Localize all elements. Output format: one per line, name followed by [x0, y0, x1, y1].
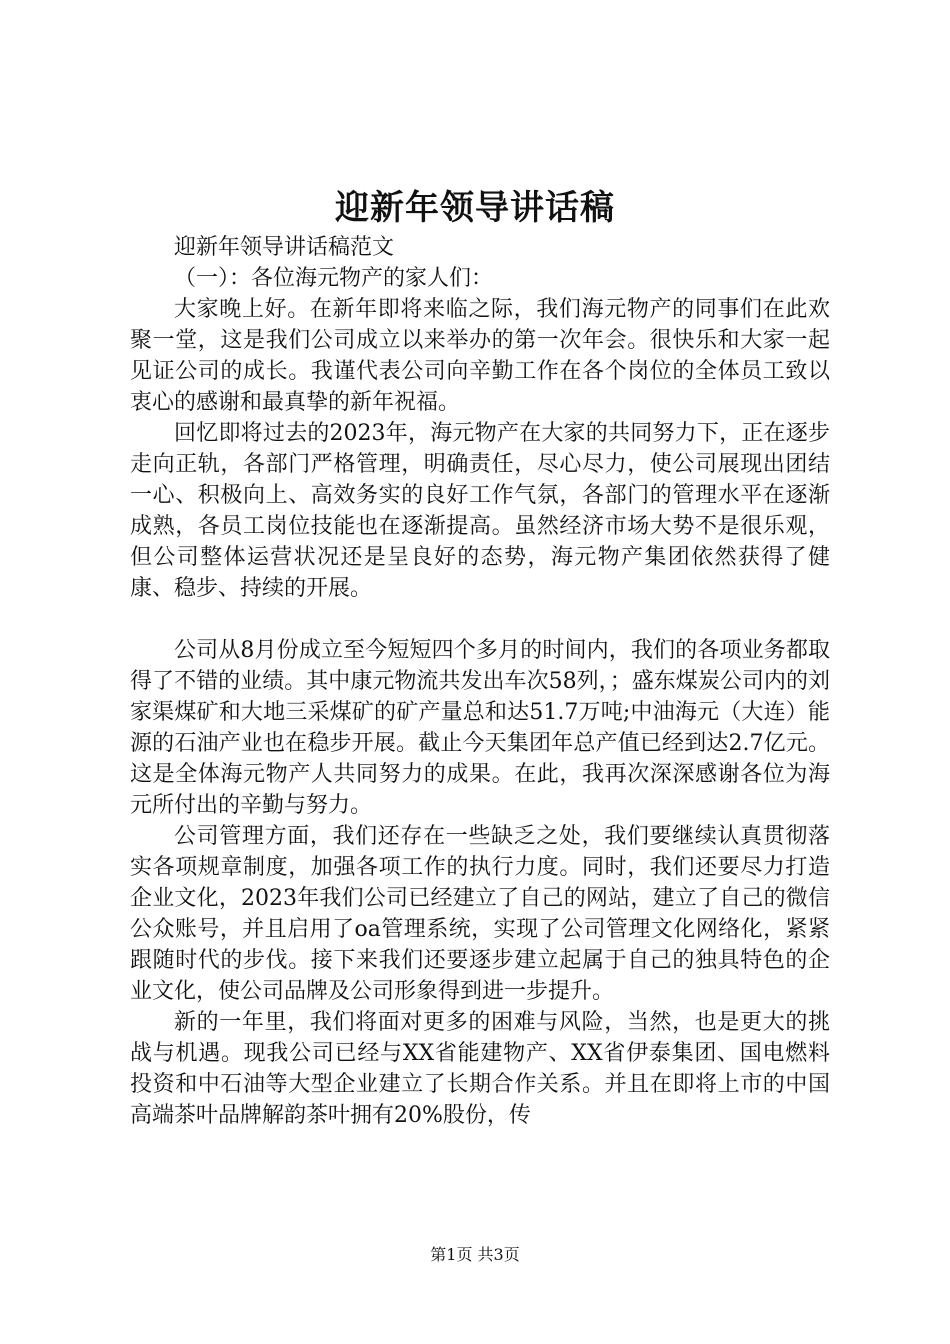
body-paragraph: 公司从8月份成立至今短短四个多月的时间内，我们的各项业务都取得了不错的业绩。其中康元物流共发出车次58列，；盛东煤炭公司内的刘家渠煤矿和大地三采煤矿的矿产量总和达51.7万吨;中油海元（大连）能源的石油产业也在稳步开展。截止今天集团年总产值已经到达2.7亿元。这是全体海元物产人共同努力的成果。在此，我再次深深感谢各位为海元所付出的辛勤与努力。: [130, 638, 830, 818]
body-paragraph: 新的一年里，我们将面对更多的困难与风险，当然，也是更大的挑战与机遇。现我公司已经与XX省能建物产、XX省伊泰集团、国电燃料投资和中石油等大型企业建立了长期合作关系。并且在即将上市的中国高端茶叶品牌解韵茶叶拥有20%股份，传: [130, 1010, 830, 1128]
document-title: 迎新年领导讲话稿: [335, 188, 615, 228]
subtitle-paragraph: 迎新年领导讲话稿范文: [174, 235, 395, 260]
body-paragraph: 大家晚上好。在新年即将来临之际，我们海元物产的同事们在此欢聚一堂，这是我们公司成立以来举办的第一次年会。很快乐和大家一起见证公司的成长。我谨代表公司向辛勤工作在各个岗位的全体员工致以衷心的感谢和最真挚的新年祝福。: [130, 297, 830, 415]
body-paragraph: 公司管理方面，我们还存在一些缺乏之处，我们要继续认真贯彻落实各项规章制度，加强各项工作的执行力度。同时，我们还要尽力打造企业文化，2023年我们公司已经建立了自己的网站，建立了自己的微信公众账号，并且启用了oa管理系统，实现了公司管理文化网络化，紧紧跟随时代的步伐。接下来我们还要逐步建立起属于自己的独具特色的企业文化，使公司品牌及公司形象得到进一步提升。: [130, 824, 830, 1004]
document-body: [130, 232, 830, 1131]
page-number-footer: 第1页 共3页: [430, 1245, 520, 1264]
salutation-paragraph: （一）：各位海元物产的家人们：: [174, 266, 494, 291]
body-paragraph: 回忆即将过去的2023年，海元物产在大家的共同努力下，正在逐步走向正轨，各部门严格管理，明确责任，尽心尽力，使公司展现出团结一心、积极向上、高效务实的良好工作气氛，各部门的管理水平在逐渐成熟，各员工岗位技能也在逐渐提高。虽然经济市场大势不是很乐观，但公司整体运营状况还是呈良好的态势，海元物产集团依然获得了健康、稳步、持续的开展。: [130, 421, 830, 601]
